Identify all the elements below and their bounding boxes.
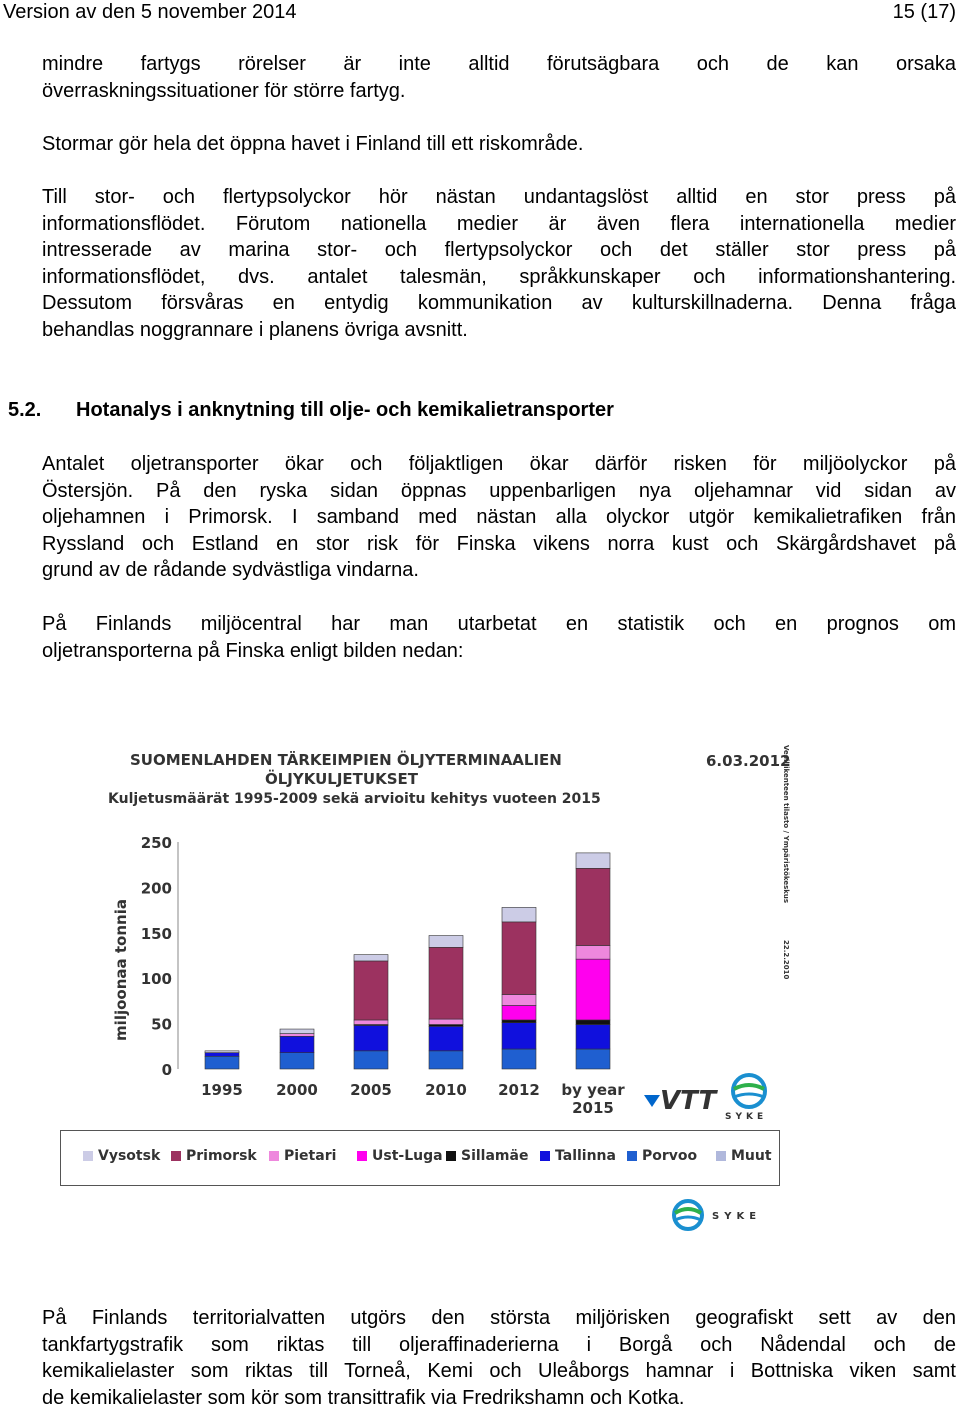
bar-segment-ust-luga bbox=[502, 1005, 536, 1020]
legend-item-vysotsk bbox=[83, 1148, 160, 1164]
x-tick-label: by year bbox=[561, 1081, 625, 1099]
legend-swatch bbox=[716, 1151, 726, 1161]
syke-logo-bottom bbox=[668, 1195, 788, 1235]
stacked-bar-chart bbox=[60, 735, 790, 1130]
paragraph-5 bbox=[42, 611, 956, 664]
syke-wave bbox=[675, 1217, 701, 1220]
x-tick-label: 2000 bbox=[276, 1081, 318, 1099]
section-number: 5.2. bbox=[8, 399, 42, 421]
y-tick-label: 150 bbox=[140, 924, 172, 943]
text-line: tankfartygstrafik som riktas till oljeraffinaderierna i Borgå och Nådendal och de bbox=[42, 1333, 956, 1356]
x-tick-label: 2012 bbox=[498, 1081, 540, 1099]
text-line: intresserade av marina stor- och flertypsolyckor och det ställer stor press på bbox=[42, 239, 956, 262]
bar-segment-pietari bbox=[280, 1034, 314, 1037]
vtt-mark bbox=[644, 1095, 660, 1107]
bar-segment-porvoo bbox=[502, 1049, 536, 1069]
x-tick-label: 2015 bbox=[572, 1099, 614, 1117]
bar-segment-vysotsk bbox=[354, 955, 388, 961]
legend-item-pietari bbox=[269, 1148, 336, 1164]
vtt-logo-text: VTT bbox=[660, 1086, 717, 1116]
vtt-logo bbox=[644, 1086, 718, 1116]
text-line: oljetransporterna på Finska enligt bilden nedan: bbox=[42, 639, 464, 662]
bar-segment-vysotsk bbox=[280, 1029, 314, 1034]
y-tick-label: 0 bbox=[161, 1061, 172, 1079]
side-note: Vesiliikenteen tilasto / Ympäristökeskus bbox=[782, 745, 790, 904]
bar-segment-sillamäe bbox=[502, 1020, 536, 1023]
text-line: Östersjön. På den ryska sidan öppnas uppenbarligen nya oljehamnar vid sidan av bbox=[42, 479, 956, 502]
figure-title-line2: ÖLJYKULJETUKSET bbox=[265, 770, 418, 788]
text-line: Stormar gör hela det öppna havet i Finland till ett riskområde. bbox=[42, 133, 584, 155]
figure-date: 6.03.2012 bbox=[706, 752, 791, 770]
legend-swatch bbox=[446, 1151, 456, 1161]
legend-item-tallinna bbox=[540, 1148, 616, 1164]
bar-segment-porvoo bbox=[429, 1051, 463, 1069]
bar-segment-porvoo bbox=[280, 1053, 314, 1069]
bar-segment-primorsk bbox=[354, 961, 388, 1020]
text-line: På Finlands miljöcentral har man utarbetat en statistik och en prognos om bbox=[42, 613, 956, 635]
bar-segment-ust-luga bbox=[576, 959, 610, 1020]
bar-segment-porvoo bbox=[576, 1049, 610, 1069]
syke-logo-text: SYKE bbox=[712, 1211, 762, 1222]
legend-item-porvoo bbox=[627, 1148, 697, 1164]
section-heading bbox=[8, 397, 614, 423]
y-tick-label: 200 bbox=[140, 879, 172, 898]
legend-label: Ust-Luga bbox=[372, 1148, 443, 1164]
text-line: Antalet oljetransporter ökar och följaktligen ökar därför risken för miljöolyckor på bbox=[42, 453, 956, 475]
legend-swatch bbox=[540, 1151, 550, 1161]
bar-segment-tallinna bbox=[429, 1026, 463, 1051]
legend-label: Tallinna bbox=[555, 1148, 616, 1164]
y-tick-label: 250 bbox=[140, 834, 172, 852]
y-tick-label: 50 bbox=[151, 1015, 172, 1034]
bar-segment-pietari bbox=[354, 1020, 388, 1025]
paragraph-6 bbox=[42, 1305, 956, 1411]
text-line: oljehamnen i Primorsk. I samband med nästan alla olyckor utgör kemikalietrafiken från bbox=[42, 506, 956, 529]
legend-item-sillamäe bbox=[446, 1148, 528, 1164]
version-label: Version av den 5 november 2014 bbox=[3, 1, 297, 23]
bar-segment-tallinna bbox=[354, 1025, 388, 1050]
text-line: behandlas noggrannare i planens övriga avsnitt. bbox=[42, 318, 468, 341]
side-note-date: 22.2.2010 bbox=[782, 940, 790, 980]
syke-wave bbox=[675, 1209, 701, 1213]
text-line: informationsflödet. Förutom nationella medier är även flera internationella medier bbox=[42, 212, 956, 235]
text-line: överraskningssituationer för större fartyg. bbox=[42, 79, 406, 102]
legend-swatch bbox=[83, 1151, 93, 1161]
x-tick-label: 2010 bbox=[425, 1081, 467, 1099]
bar-segment-vysotsk bbox=[576, 853, 610, 868]
syke-wave bbox=[734, 1094, 764, 1097]
text-line: Dessutom försvåras en entydig kommunikation av kulturskillnaderna. Denna fråga bbox=[42, 292, 956, 315]
text-line: de kemikalielaster som kör som transittrafik via Fredrikshamn och Kotka. bbox=[42, 1386, 685, 1409]
x-tick-label: 2005 bbox=[350, 1081, 392, 1099]
bar-segment-primorsk bbox=[429, 947, 463, 1019]
y-tick-label: 100 bbox=[140, 970, 172, 989]
text-line: mindre fartygs rörelser är inte alltid förutsägbara och de kan orsaka bbox=[42, 53, 956, 75]
page-header bbox=[0, 0, 960, 24]
legend-label: Vysotsk bbox=[98, 1148, 161, 1164]
legend-item-muut bbox=[716, 1148, 772, 1164]
figure-title-line1: SUOMENLAHDEN TÄRKEIMPIEN ÖLJYTERMINAALIEN bbox=[130, 751, 562, 769]
legend-swatch bbox=[269, 1151, 279, 1161]
syke-wave bbox=[734, 1085, 764, 1089]
legend-label: Primorsk bbox=[186, 1148, 257, 1164]
bar-segment-porvoo bbox=[205, 1056, 239, 1069]
y-axis-label: miljoonaa tonnia bbox=[112, 899, 130, 1041]
bar-segment-primorsk bbox=[502, 922, 536, 995]
syke-ring bbox=[674, 1201, 702, 1229]
bar-segment-vysotsk bbox=[429, 936, 463, 948]
legend-swatch bbox=[357, 1151, 367, 1161]
legend-label: Sillamäe bbox=[461, 1148, 529, 1164]
bar-segment-tallinna bbox=[502, 1023, 536, 1049]
text-line: grund av de rådande sydvästliga vindarna. bbox=[42, 559, 419, 582]
legend-label: Porvoo bbox=[642, 1148, 698, 1164]
section-title: Hotanalys i anknytning till olje- och kemikalietransporter bbox=[76, 399, 614, 421]
syke-logo-top bbox=[725, 1075, 767, 1122]
syke-logo-text: SYKE bbox=[725, 1112, 768, 1122]
legend-label: Pietari bbox=[284, 1148, 337, 1164]
text-line: Ryssland och Estland en stor risk för Finska vikens norra kust och Skärgårdshavet på bbox=[42, 532, 956, 555]
text-line: kemikalielaster som riktas till Torneå, Kemi och Uleåborgs hamnar i Bottniska viken samt bbox=[42, 1360, 956, 1383]
text-line: På Finlands territorialvatten utgörs den största miljörisken geografiskt sett av den bbox=[42, 1307, 956, 1329]
legend-label: Muut bbox=[731, 1148, 772, 1164]
figure-subtitle: Kuljetusmäärät 1995-2009 sekä arvioitu kehitys vuoteen 2015 bbox=[108, 791, 601, 807]
legend-item-primorsk bbox=[171, 1148, 257, 1164]
paragraph-1 bbox=[42, 51, 956, 104]
chart-legend bbox=[60, 1130, 780, 1186]
bar-segment-pietari bbox=[502, 995, 536, 1006]
legend-swatch bbox=[171, 1151, 181, 1161]
bar-segment-sillamäe bbox=[576, 1020, 610, 1025]
page-number: 15 (17) bbox=[892, 1, 956, 23]
bar-segment-pietari bbox=[576, 946, 610, 960]
legend-swatch bbox=[627, 1151, 637, 1161]
text-line: Till stor- och flertypsolyckor hör nästan undantagslöst alltid en stor press på bbox=[42, 186, 956, 208]
oil-transport-figure bbox=[60, 735, 791, 1235]
bar-segment-vysotsk bbox=[502, 907, 536, 922]
text-line: informationsflödet, dvs. antalet talesmän, språkkunskaper och informationshantering. bbox=[42, 265, 956, 288]
bar-segment-porvoo bbox=[354, 1051, 388, 1069]
bar-segment-pietari bbox=[429, 1019, 463, 1024]
bar-segment-primorsk bbox=[576, 868, 610, 945]
syke-ring bbox=[733, 1075, 765, 1107]
paragraph-3 bbox=[42, 184, 956, 344]
paragraph-4 bbox=[42, 451, 956, 584]
bar-segment-vysotsk bbox=[205, 1051, 239, 1053]
bar-segment-tallinna bbox=[205, 1053, 239, 1057]
x-tick-label: 1995 bbox=[201, 1081, 243, 1099]
bar-segment-tallinna bbox=[576, 1025, 610, 1050]
paragraph-2 bbox=[42, 131, 956, 158]
legend-item-ust-luga bbox=[357, 1148, 443, 1164]
bar-segment-tallinna bbox=[280, 1036, 314, 1052]
